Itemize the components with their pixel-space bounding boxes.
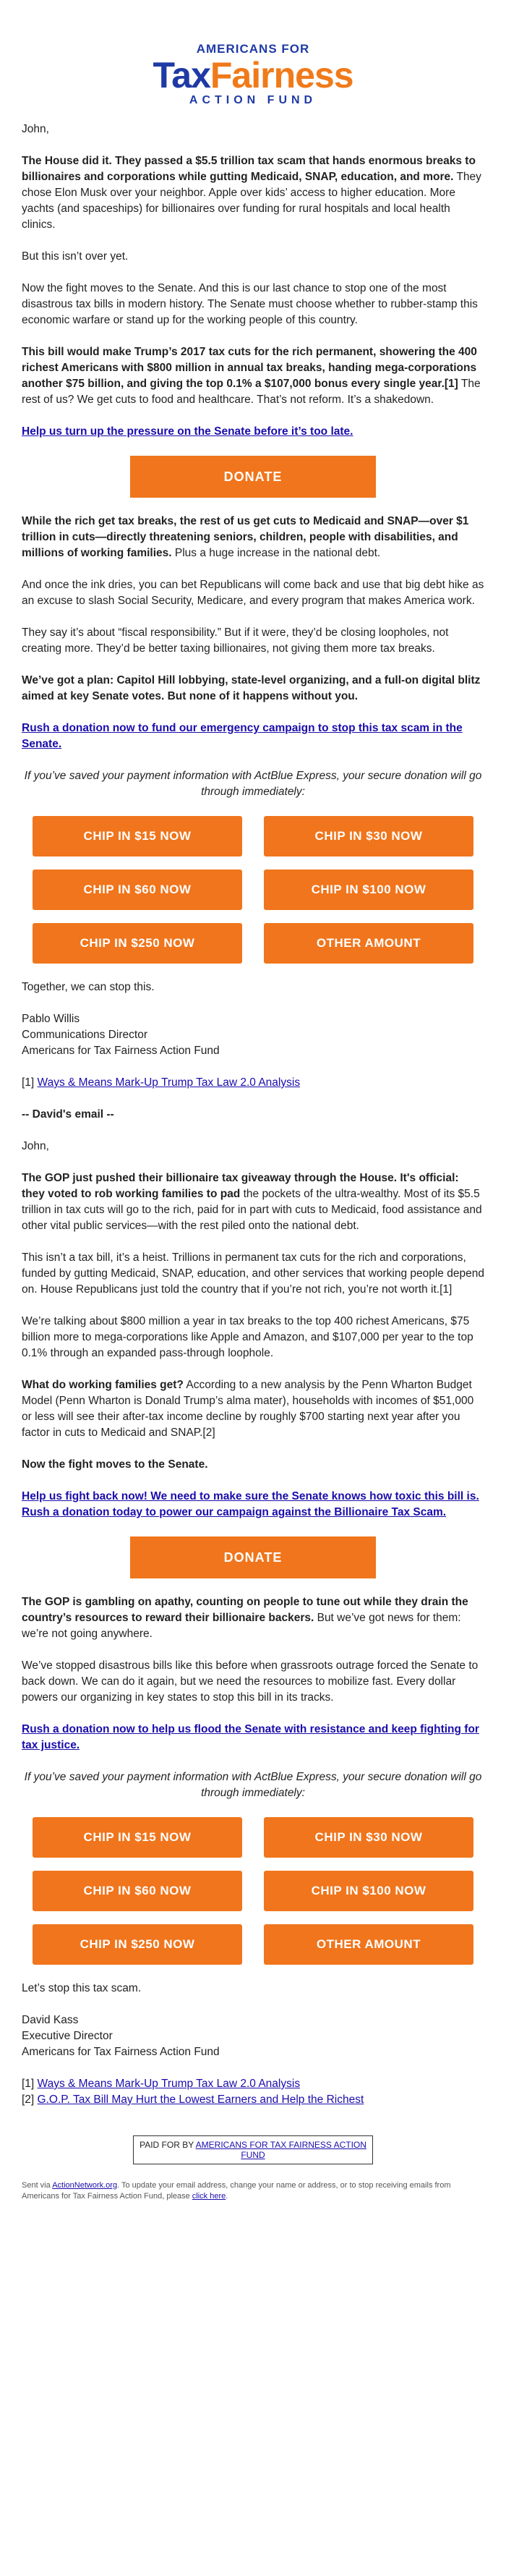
paragraph	[22, 344, 484, 408]
closing: Let’s stop this tax scam.	[22, 1982, 142, 1994]
logo-line-2	[22, 56, 484, 94]
chip-in-30-button[interactable]: CHIP IN $30 NOW	[264, 816, 473, 856]
greeting: John,	[22, 1140, 49, 1152]
paragraph	[22, 673, 484, 705]
flood-senate-link[interactable]: Rush a donation now to help us flood the Senate with resistance and keep fighting for tax justice.	[22, 1723, 479, 1751]
footnote-link[interactable]: Ways & Means Mark-Up Trump Tax Law 2.0 Analysis	[37, 2078, 301, 2090]
chip-in-100-button[interactable]: CHIP IN $100 NOW	[264, 870, 473, 910]
footnote-number: [2]	[22, 2093, 38, 2106]
closing: Together, we can stop this.	[22, 981, 155, 993]
signature	[22, 1011, 484, 1059]
donate-button[interactable]: DONATE	[130, 1536, 376, 1578]
paragraph	[22, 1594, 484, 1642]
signature-name: Pablo Willis	[22, 1013, 80, 1025]
signature-name: David Kass	[22, 2014, 79, 2026]
body-text: The rest of us? We get cuts to food and healthcare. That’s not reform. It’s a shakedown.	[22, 378, 481, 406]
paragraph: And once the ink dries, you can bet Republicans will come back and use that big debt hike as an excuse to slash Social Security, Medicare, and every program that makes America work.	[22, 579, 484, 607]
paid-by-disclaimer	[133, 2135, 373, 2164]
chip-in-grid	[22, 1817, 484, 1965]
signature-title: Executive Director	[22, 2030, 113, 2042]
footer-text: .	[226, 2192, 228, 2201]
chip-in-15-button[interactable]: CHIP IN $15 NOW	[33, 816, 242, 856]
donate-button[interactable]: DONATE	[130, 456, 376, 498]
footer-text: Sent via	[22, 2181, 53, 2190]
email-body	[22, 0, 484, 2202]
logo-tax: Tax	[153, 55, 210, 95]
section-header-text: -- David's email --	[22, 1108, 114, 1121]
paragraph	[22, 514, 484, 561]
body-text: Plus a huge increase in the national debt.	[171, 547, 381, 559]
paragraph	[22, 1457, 484, 1473]
chip-in-15-button[interactable]: CHIP IN $15 NOW	[33, 1817, 242, 1858]
paragraph	[22, 720, 484, 752]
chip-in-60-button[interactable]: CHIP IN $60 NOW	[33, 1871, 242, 1911]
emergency-campaign-link[interactable]: Rush a donation now to fund our emergency campaign to stop this tax scam in the Senate.	[22, 722, 463, 750]
bold-text: The GOP just pushed their billionaire tax giveaway through the House. It's official: they voted to rob working families to pad	[22, 1172, 459, 1200]
signature-org: Americans for Tax Fairness Action Fund	[22, 2046, 220, 2058]
footnote-number: [1]	[22, 2078, 38, 2090]
footnote	[22, 1075, 484, 1091]
actionnetwork-link[interactable]: ActionNetwork.org	[52, 2181, 118, 2190]
signature-title: Communications Director	[22, 1029, 147, 1041]
chip-in-250-button[interactable]: CHIP IN $250 NOW	[33, 1924, 242, 1965]
paragraph: Now the fight moves to the Senate. And this is our last chance to stop one of the most disastrous tax bills in modern history. The Senate must choose whether to rubber-stamp this economic warfare or stand up for the working people of this country.	[22, 282, 478, 326]
logo-line-1: AMERICANS FOR	[196, 42, 310, 56]
paragraph: We’re talking about $800 million a year in tax breaks to the top 400 richest Americans, $75 billion more to mega-corporations like Apple and Amazon, and $107,000 per year to the top 0.1% through an expanded pass-through loophole.	[22, 1315, 473, 1359]
bold-text: This bill would make Trump’s 2017 tax cuts for the rich permanent, showering the 400 richest Americans with $800 million in annual tax breaks, handing mega-corporations another $75 billion, and giving the top 0.1% a $107,000 bonus every single year.[1]	[22, 346, 477, 390]
body-text: According to a new analysis by the Penn Wharton Budget Model (Penn Wharton is Donald Trump’s alma mater), households with incomes of $51,000 or less will see their after-tax income decline by roughly $700 starting next year after you factor in cuts to Medicaid and SNAP.[2]	[22, 1379, 474, 1439]
bold-text: The GOP is gambling on apathy, counting on people to tune out while they drain the country’s resources to reward their billionaire backers.	[22, 1596, 468, 1624]
footnote-number: [1]	[22, 1076, 38, 1089]
paragraph	[22, 424, 484, 440]
pressure-senate-link[interactable]: Help us turn up the pressure on the Senate before it’s too late.	[22, 425, 353, 438]
paragraph: We’ve stopped disastrous bills like this before when grassroots outrage forced the Senate to back down. We can do it again, but we need the resources to mobilize fast. Every dollar powers our organizing in key states to stop this bill in its tracks.	[22, 1659, 479, 1704]
chip-in-30-button[interactable]: CHIP IN $30 NOW	[264, 1817, 473, 1858]
paragraph	[22, 1377, 484, 1441]
chip-in-100-button[interactable]: CHIP IN $100 NOW	[264, 1871, 473, 1911]
greeting: John,	[22, 123, 49, 135]
footnote-link[interactable]: Ways & Means Mark-Up Trump Tax Law 2.0 Analysis	[37, 1076, 301, 1089]
paragraph	[22, 1170, 484, 1234]
bold-text: Now the fight moves to the Senate.	[22, 1458, 208, 1471]
signature	[22, 2012, 484, 2060]
paid-by-prefix: PAID FOR BY	[140, 2140, 196, 2150]
paragraph	[22, 1489, 484, 1521]
email-footer	[22, 2180, 484, 2202]
other-amount-button[interactable]: OTHER AMOUNT	[264, 1924, 473, 1965]
body-text: They chose Elon Musk over your neighbor. Apple over kids’ access to higher education. More yachts (and spaceships) for billionaires over funding for rural hospitals and local health clinics.	[22, 171, 481, 231]
logo-line-3: ACTION FUND	[189, 94, 317, 106]
bold-text: The House did it. They passed a $5.5 trillion tax scam that hands enormous breaks to billionaires and corporations while gutting Medicaid, SNAP, education, and more.	[22, 155, 476, 183]
logo-fairness: Fairness	[210, 55, 353, 95]
other-amount-button[interactable]: OTHER AMOUNT	[264, 923, 473, 964]
signature-org: Americans for Tax Fairness Action Fund	[22, 1045, 220, 1057]
body-text: But we’ve got news for them: we’re not going anywhere.	[22, 1612, 461, 1640]
actblue-express-note: If you’ve saved your payment information with ActBlue Express, your secure donation will go through immediately:	[24, 1771, 482, 1799]
footer-text: . To update your email address, change your name or address, or to stop receiving emails from Americans for Tax Fairness Action Fund, please	[22, 2181, 451, 2201]
bold-text: We’ve got a plan: Capitol Hill lobbying, state-level organizing, and a full-on digital blitz aimed at key Senate votes. But none of it happens without you.	[22, 674, 481, 702]
actblue-express-note: If you’ve saved your payment information with ActBlue Express, your secure donation will go through immediately:	[24, 770, 482, 798]
paragraph: They say it’s about “fiscal responsibility.” But if it were, they’d be closing loopholes, not creating more. They’d be better taxing billionaires, not giving them more tax breaks.	[22, 626, 449, 655]
org-logo[interactable]	[22, 0, 484, 122]
bold-text: What do working families get?	[22, 1379, 184, 1391]
paragraph: This isn’t a tax bill, it’s a heist. Trillions in permanent tax cuts for the rich and corporations, funded by gutting Medicaid, SNAP, education, and other services that working people depend on. House Republicans just told the country that if you’re not rich, you’re not worth it.[1]	[22, 1251, 484, 1296]
paragraph: But this isn’t over yet.	[22, 250, 129, 263]
section-header	[22, 1107, 484, 1123]
unsubscribe-link[interactable]: click here	[192, 2192, 226, 2201]
fight-back-link[interactable]: Help us fight back now! We need to make sure the Senate knows how toxic this bill is. Rush a donation today to power our campaign against the Billionaire Tax Scam.	[22, 1490, 479, 1518]
footnote	[22, 2092, 484, 2108]
footnote-link[interactable]: G.O.P. Tax Bill May Hurt the Lowest Earners and Help the Richest	[37, 2093, 364, 2106]
paragraph	[22, 153, 484, 233]
bold-text: While the rich get tax breaks, the rest of us get cuts to Medicaid and SNAP—over $1 trillion in cuts—directly threatening seniors, children, people with disabilities, and millions of working families.	[22, 515, 469, 559]
paid-by-org-link[interactable]: AMERICANS FOR TAX FAIRNESS ACTION FUND	[195, 2140, 366, 2160]
footnote	[22, 2076, 484, 2092]
chip-in-250-button[interactable]: CHIP IN $250 NOW	[33, 923, 242, 964]
chip-in-grid	[22, 816, 484, 964]
body-text: the pockets of the ultra-wealthy. Most of its $5.5 trillion in tax cuts will go to the rich, paid for in part with cuts to Medicaid, food assistance and other vital public services—with the rest piled onto the national debt.	[22, 1188, 482, 1232]
paragraph	[22, 1722, 484, 1754]
chip-in-60-button[interactable]: CHIP IN $60 NOW	[33, 870, 242, 910]
